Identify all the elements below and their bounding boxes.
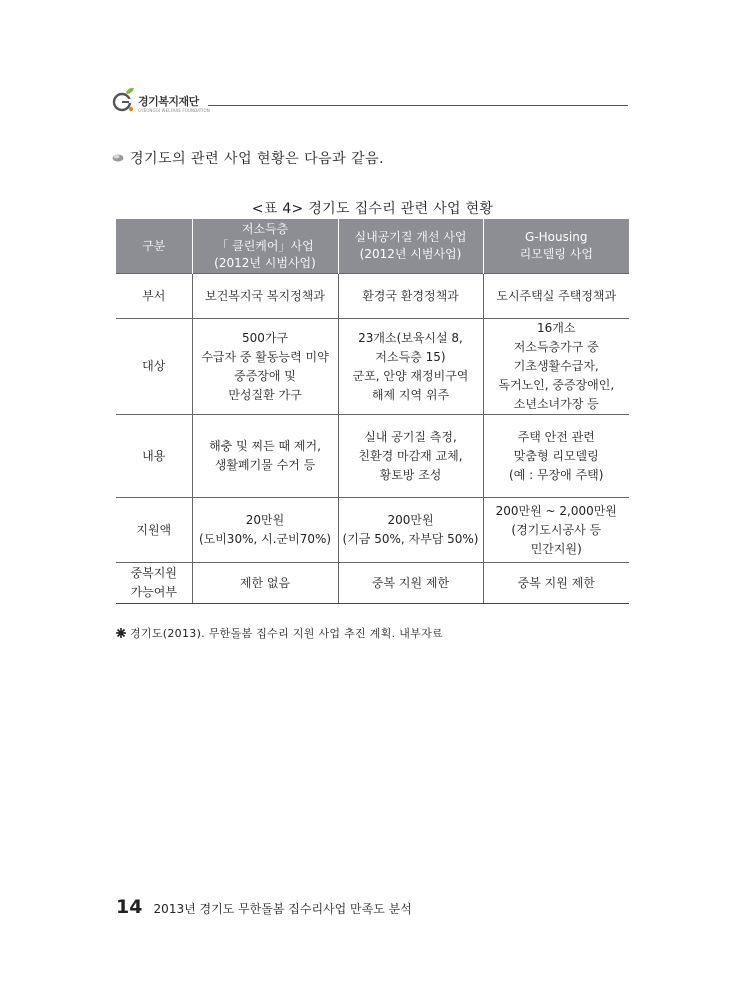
table-cell: 중복 지원 제한 [338, 563, 483, 604]
table-cell: 16개소 저소득층가구 중 기초생활수급자, 독거노인, 중증장애인, 소년소녀가장 등 [483, 319, 629, 415]
intro-paragraph [112, 148, 384, 168]
footnote-text: 경기도(2013). 무한돌봄 집수리 지원 사업 추진 계획. 내부자료 [130, 627, 443, 640]
table-caption: <표 4> 경기도 집수리 관련 사업 현황 [251, 201, 494, 217]
row-label: 대상 [116, 319, 192, 415]
header-category: 구분 [116, 219, 192, 274]
header-indoor-air: 실내공기질 개선 사업 (2012년 시범사업) [338, 219, 483, 274]
logo-subtitle: GYEONGGI WELFARE FOUNDATION [138, 108, 210, 113]
table-row [116, 498, 629, 563]
logo-text: 경기복지재단 [138, 95, 199, 108]
table-cell: 보건복지국 복지정책과 [192, 274, 338, 319]
table-cell: 도시주택실 주택정책과 [483, 274, 629, 319]
table-cell: 실내 공기질 측정, 친환경 마감재 교체, 황토방 조성 [338, 415, 483, 498]
table-cell: 200만원 (기금 50%, 자부담 50%) [338, 498, 483, 563]
table-cell: 중복 지원 제한 [483, 563, 629, 604]
table-cell: 23개소(보육시설 8, 저소득층 15) 군포, 안양 재정비구역 해제 지역 위주 [338, 319, 483, 415]
footer-title: 2013년 경기도 무한돌봄 집수리사업 만족도 분석 [153, 902, 412, 916]
table-cell: 20만원 (도비30%, 시.군비70%) [192, 498, 338, 563]
project-status-table [116, 219, 629, 604]
table-cell: 500가구 수급자 중 활동능력 미약 중증장애 및 만성질환 가구 [192, 319, 338, 415]
source-footnote [116, 625, 443, 641]
reference-mark-icon [116, 628, 126, 638]
table-cell: 환경국 환경정책과 [338, 274, 483, 319]
foundation-logo-icon [112, 86, 136, 114]
header-g-housing: G-Housing 리모델링 사업 [483, 219, 629, 274]
page-number: 14 [116, 896, 143, 918]
table-cell: 주택 안전 관련 맞춤형 리모델링 (예 : 무장애 주택) [483, 415, 629, 498]
row-label: 지원액 [116, 498, 192, 563]
header-divider [208, 105, 628, 106]
row-label: 내용 [116, 415, 192, 498]
header-cleancare: 저소득층 「 클린케어」사업 (2012년 시범사업) [192, 219, 338, 274]
table-header-row [116, 219, 629, 274]
table-cell: 200만원 ~ 2,000만원 (경기도시공사 등 민간지원) [483, 498, 629, 563]
page-header [112, 86, 628, 120]
row-label: 중복지원 가능여부 [116, 563, 192, 604]
table-cell: 제한 없음 [192, 563, 338, 604]
table-cell: 해충 및 찌든 때 제거, 생활폐기물 수거 등 [192, 415, 338, 498]
intro-text: 경기도의 관련 사업 현황은 다음과 같음. [130, 151, 385, 167]
table-row [116, 415, 629, 498]
row-label: 부서 [116, 274, 192, 319]
page-footer [116, 896, 412, 918]
table-row [116, 274, 629, 319]
bullet-icon [112, 152, 124, 162]
table-row [116, 563, 629, 604]
table-row [116, 319, 629, 415]
